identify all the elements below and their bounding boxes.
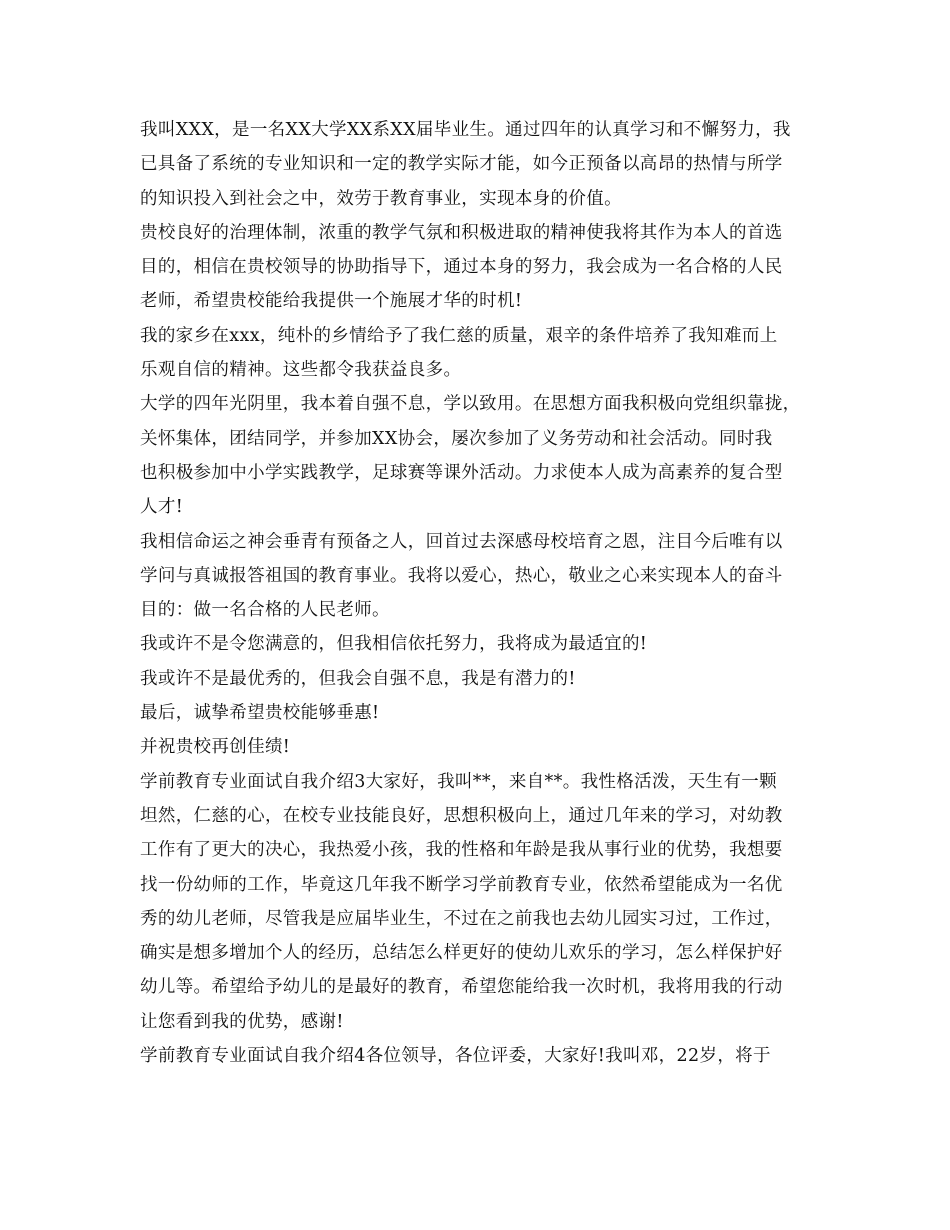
document-body xyxy=(140,113,820,1073)
text-line: 我的家乡在xxx，纯朴的乡情给予了我仁慈的质量，艰辛的条件培养了我知难而上 xyxy=(140,325,778,346)
text-line: 我或许不是最优秀的，但我会自强不息，我是有潜力的! xyxy=(140,668,576,689)
text-line: 秀的幼儿老师，尽管我是应届毕业生，不过在之前我也去幼儿园实习过，工作过， xyxy=(140,908,783,929)
text-line: 学前教育专业面试自我介绍4各位领导，各位评委，大家好!我叫邓，22岁，将于 xyxy=(140,1046,771,1067)
text-line: 大学的四年光阴里，我本着自强不息，学以致用。在思想方面我积极向党组织靠拢， xyxy=(140,394,801,415)
text-line: 我相信命运之神会垂青有预备之人，回首过去深感母校培育之恩，注目今后唯有以 xyxy=(140,531,783,552)
text-line: 坦然，仁慈的心，在校专业技能良好，思想积极向上，通过几年来的学习，对幼教 xyxy=(140,805,783,826)
text-line: 最后，诚挚希望贵校能够垂惠! xyxy=(140,703,380,724)
text-line: 人才! xyxy=(140,497,184,518)
text-line: 工作有了更大的决心，我热爱小孩，我的性格和年龄是我从事行业的优势，我想要 xyxy=(140,840,783,861)
text-line: 让您看到我的优势，感谢! xyxy=(140,1011,344,1032)
text-line: 学问与真诚报答祖国的教育事业。我将以爱心，热心，敬业之心来实现本人的奋斗 xyxy=(140,565,783,586)
text-line: 目的：做一名合格的人民老师。 xyxy=(140,600,390,621)
text-line: 学前教育专业面试自我介绍3大家好，我叫**，来自**。我性格活泼，天生有一颗 xyxy=(140,771,777,792)
text-line: 也积极参加中小学实践教学，足球赛等课外活动。力求使本人成为高素养的复合型 xyxy=(140,462,783,483)
text-line: 我或许不是令您满意的，但我相信依托努力，我将成为最适宜的! xyxy=(140,634,648,655)
text-line: 已具备了系统的专业知识和一定的教学实际才能，如今正预备以高昂的热情与所学 xyxy=(140,154,783,175)
text-line: 找一份幼师的工作，毕竟这几年我不断学习学前教育专业，依然希望能成为一名优 xyxy=(140,874,783,895)
text-line: 乐观自信的精神。这些都令我获益良多。 xyxy=(140,360,462,381)
text-line: 老师，希望贵校能给我提供一个施展才华的时机! xyxy=(140,291,523,312)
text-line: 目的，相信在贵校领导的协助指导下，通过本身的努力，我会成为一名合格的人民 xyxy=(140,257,783,278)
text-line: 幼儿等。希望给予幼儿的是最好的教育，希望您能给我一次时机，我将用我的行动 xyxy=(140,977,783,998)
text-line: 确实是想多增加个人的经历，总结怎么样更好的使幼儿欢乐的学习，怎么样保护好 xyxy=(140,943,783,964)
text-line: 关怀集体，团结同学，并参加XX协会，屡次参加了义务劳动和社会活动。同时我 xyxy=(140,428,773,449)
text-line: 的知识投入到社会之中，效劳于教育事业，实现本身的价值。 xyxy=(140,188,622,209)
text-line: 贵校良好的治理体制，浓重的教学气氛和积极进取的精神使我将其作为本人的首选 xyxy=(140,222,783,243)
text-line: 并祝贵校再创佳绩! xyxy=(140,737,291,758)
text-line: 我叫XXX，是一名XX大学XX系XX届毕业生。通过四年的认真学习和不懈努力，我 xyxy=(140,120,791,140)
